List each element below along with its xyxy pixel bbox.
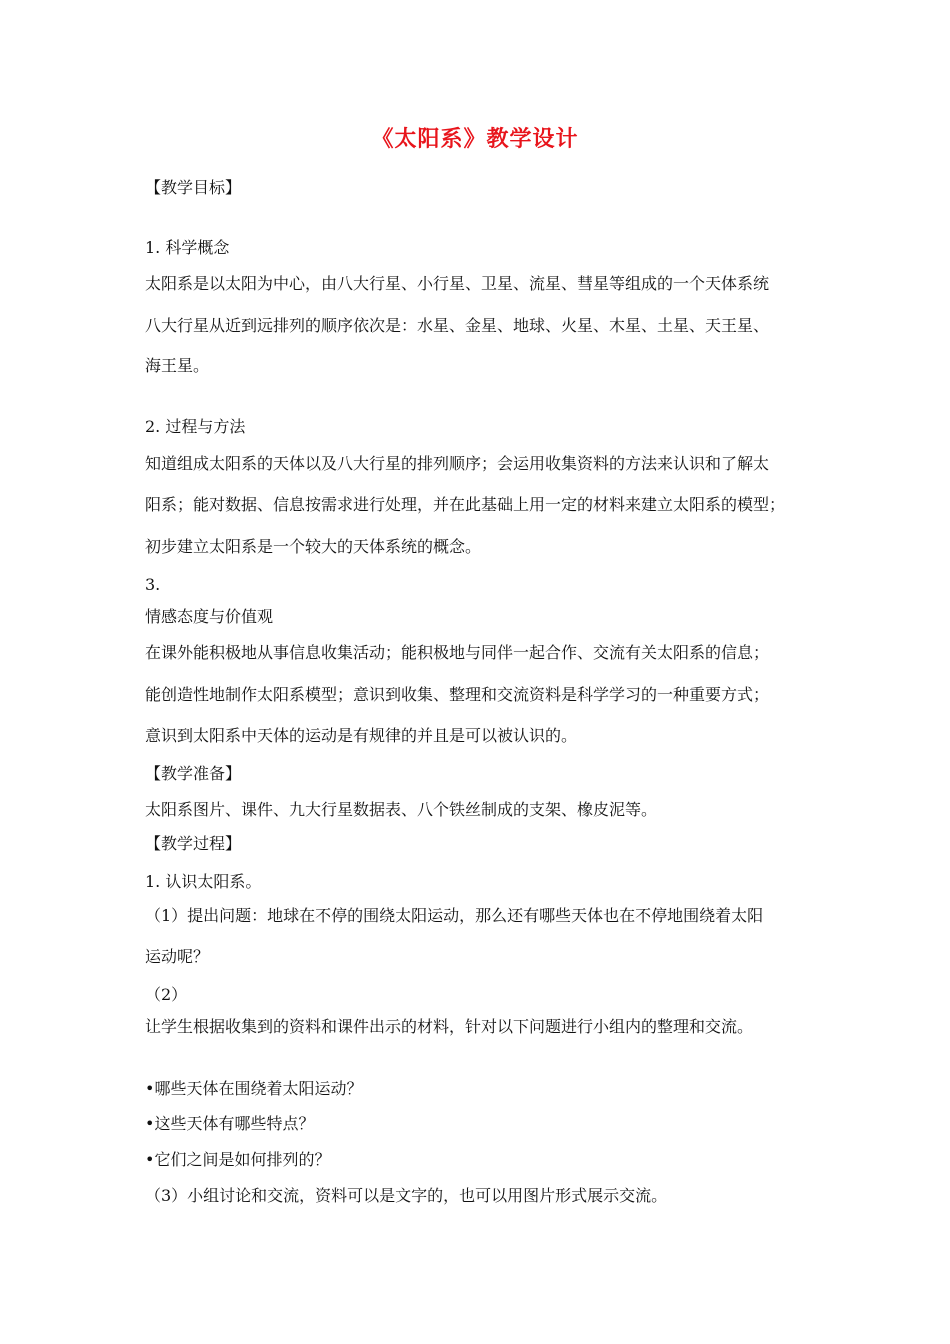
paragraph-line: 意识到太阳系中天体的运动是有规律的并且是可以被认识的。 bbox=[145, 726, 578, 745]
paragraph-line: 让学生根据收集到的资料和课件出示的材料，针对以下问题进行小组内的整理和交流。 bbox=[145, 1017, 754, 1036]
paragraph-line: 太阳系是以太阳为中心，由八大行星、小行星、卫星、流星、彗星等组成的一个天体系统 bbox=[145, 274, 770, 293]
paragraph-line: 在课外能积极地从事信息收集活动；能积极地与同伴一起合作、交流有关太阳系的信息； bbox=[145, 643, 770, 662]
section-heading-objectives: 【教学目标】 bbox=[145, 178, 242, 197]
bullet-item: •这些天体有哪些特点？ bbox=[145, 1114, 315, 1133]
section-heading-process: 【教学过程】 bbox=[145, 834, 242, 853]
bullet-item: •它们之间是如何排列的？ bbox=[145, 1150, 331, 1169]
paragraph-line: 能创造性地制作太阳系模型；意识到收集、整理和交流资料是科学学习的一种重要方式； bbox=[145, 685, 770, 704]
paragraph-line: 太阳系图片、课件、九大行星数据表、八个铁丝制成的支架、橡皮泥等。 bbox=[145, 800, 658, 819]
subheading-know-solar-system: 1. 认识太阳系。 bbox=[145, 872, 262, 891]
paragraph-line: 知道组成太阳系的天体以及八大行星的排列顺序；会运用收集资料的方法来认识和了解太 bbox=[145, 454, 770, 473]
bullet-item: •哪些天体在围绕着太阳运动？ bbox=[145, 1079, 363, 1098]
subheading-science-concept: 1. 科学概念 bbox=[145, 238, 230, 257]
subheading-attitude-values: 情感态度与价值观 bbox=[145, 607, 274, 626]
paragraph-line: （1）提出问题：地球在不停的围绕太阳运动，那么还有哪些天体也在不停地围绕着太阳 bbox=[145, 906, 764, 925]
paragraph-line: 海王星。 bbox=[145, 356, 210, 375]
subheading-process-method: 2. 过程与方法 bbox=[145, 417, 246, 436]
paragraph-line: 阳系；能对数据、信息按需求进行处理，并在此基础上用一定的材料来建立太阳系的模型； bbox=[145, 495, 786, 514]
paragraph-line: （2） bbox=[145, 985, 188, 1004]
subheading-number: 3. bbox=[145, 575, 161, 594]
paragraph-line: （3）小组讨论和交流，资料可以是文字的，也可以用图片形式展示交流。 bbox=[145, 1186, 668, 1205]
section-heading-preparation: 【教学准备】 bbox=[145, 764, 242, 783]
paragraph-line: 八大行星从近到远排列的顺序依次是：水星、金星、地球、火星、木星、土星、天王星、 bbox=[145, 316, 770, 335]
paragraph-line: 运动呢？ bbox=[145, 947, 210, 966]
document-title: 《太阳系》教学设计 bbox=[371, 127, 579, 152]
paragraph-line: 初步建立太阳系是一个较大的天体系统的概念。 bbox=[145, 537, 482, 556]
